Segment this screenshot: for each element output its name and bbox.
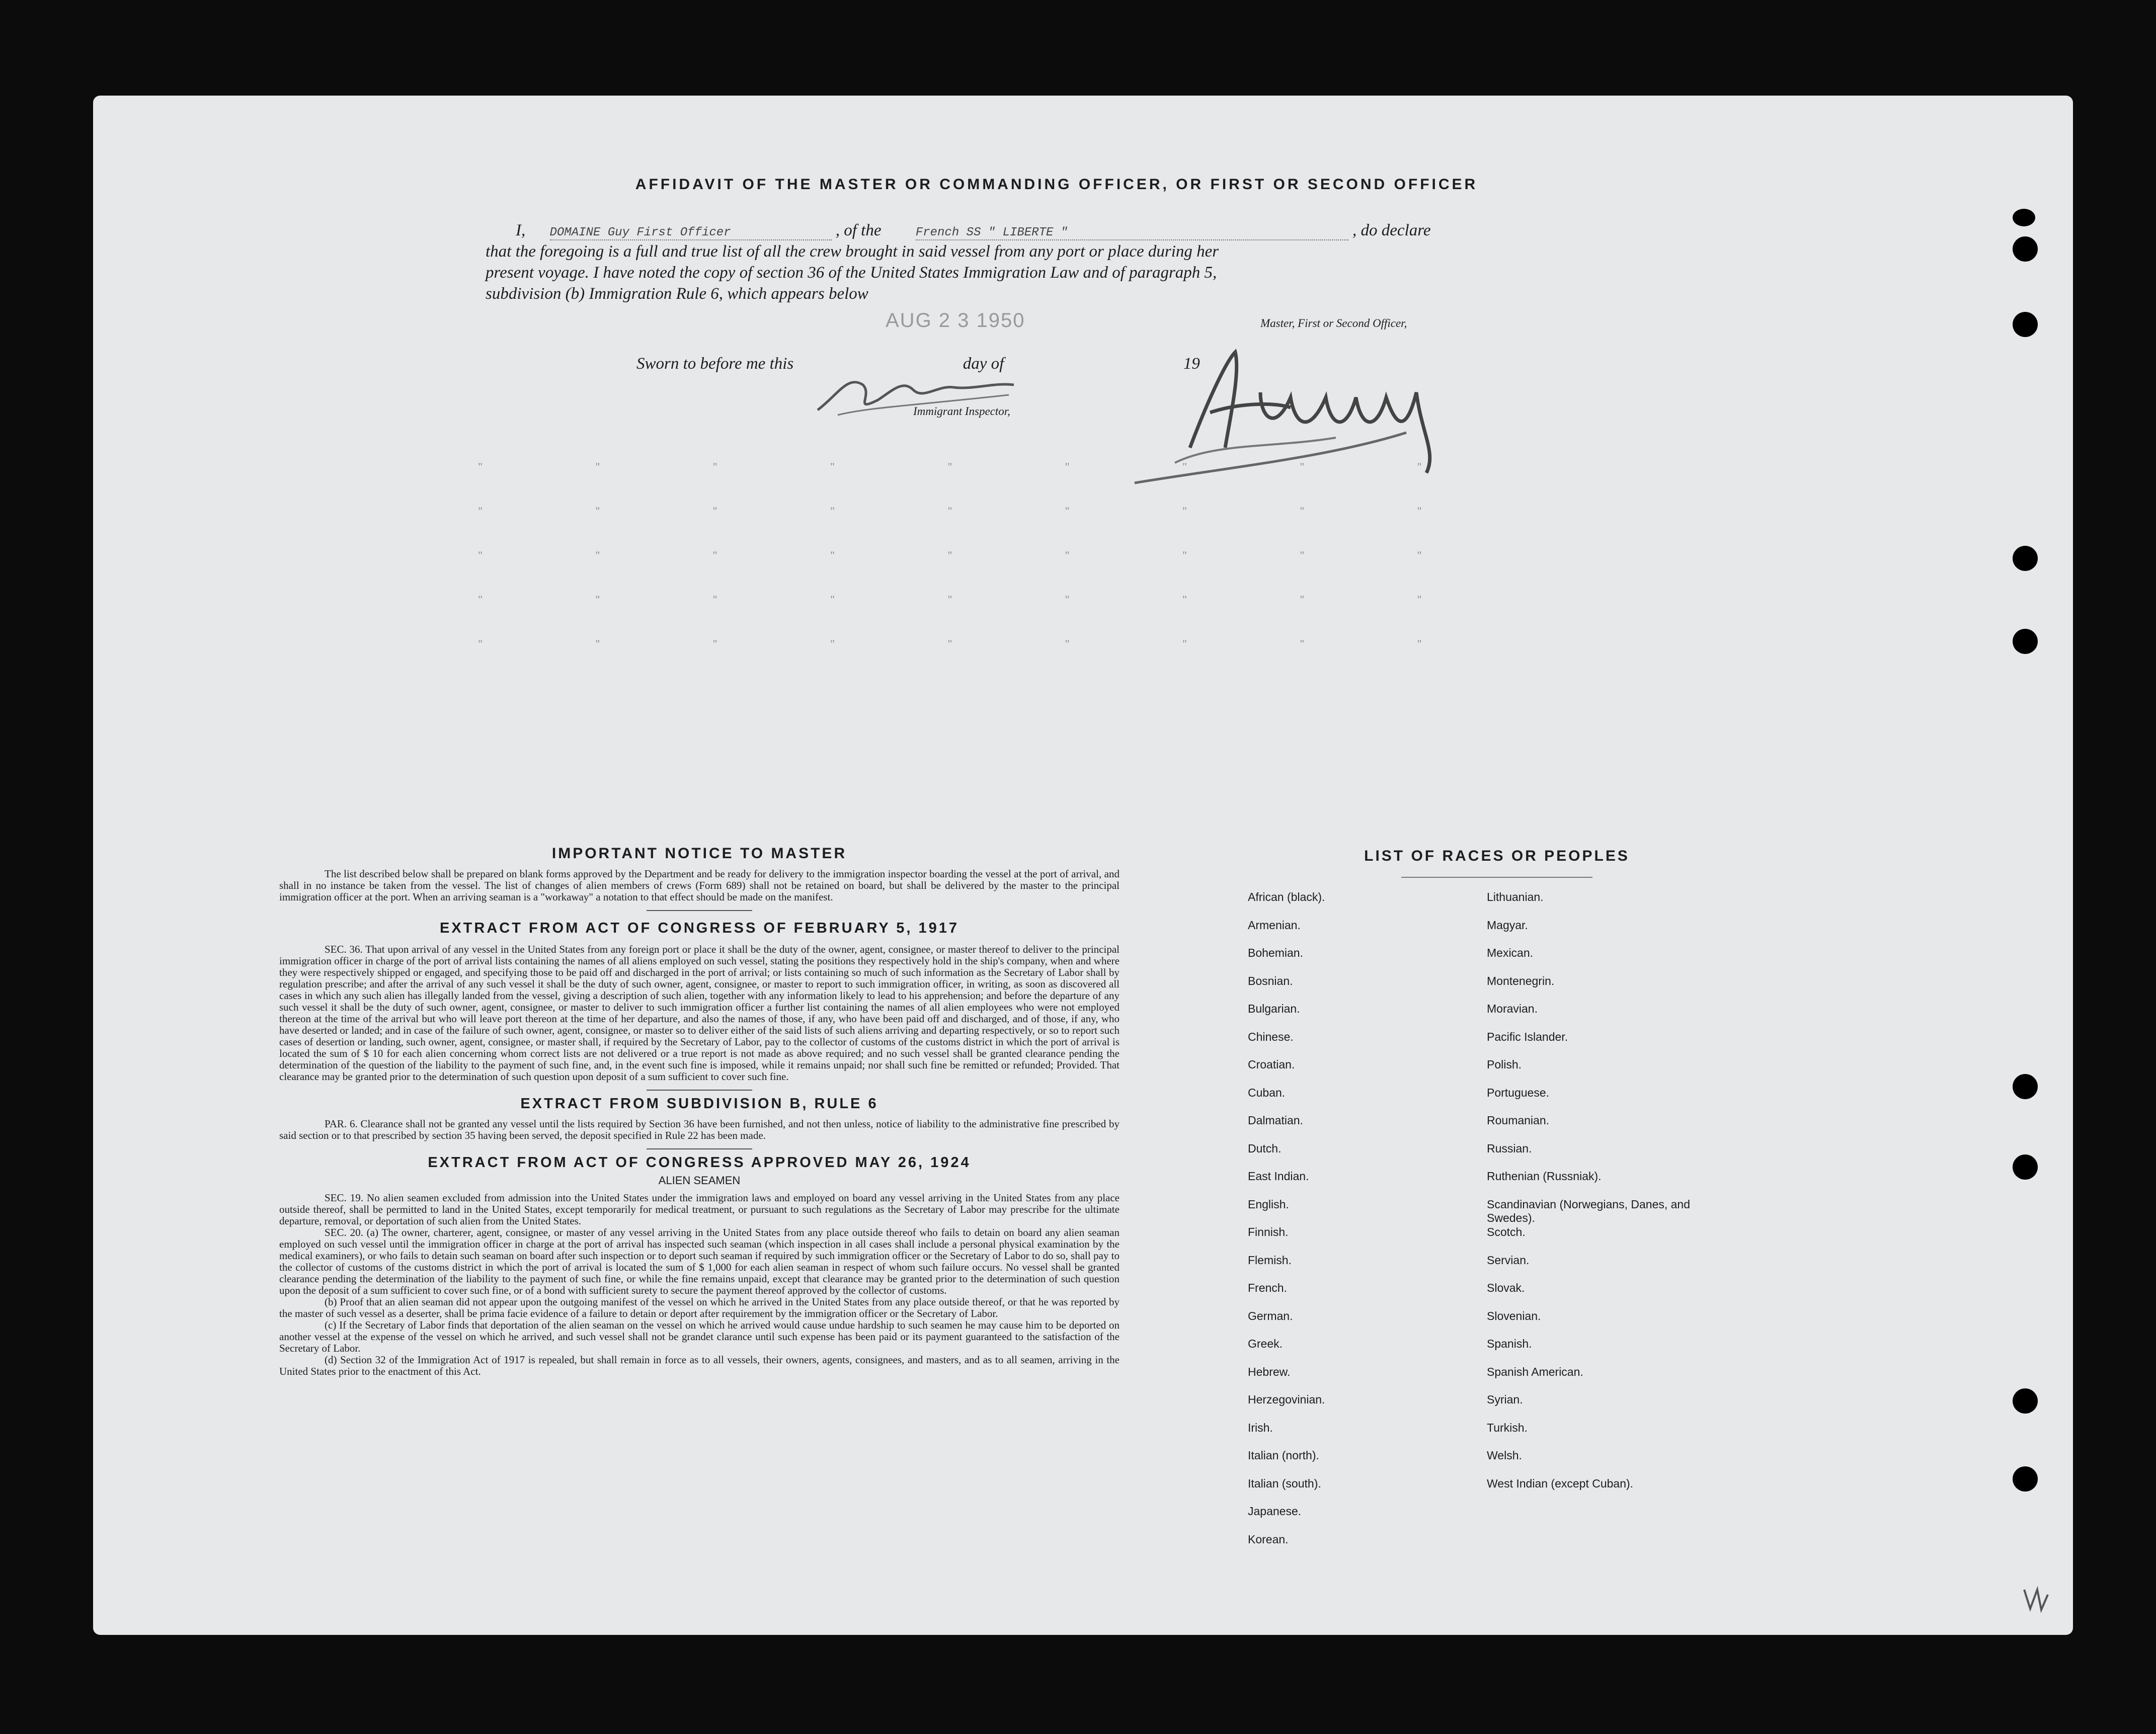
affidavit-line-1 bbox=[516, 221, 1547, 240]
binder-hole bbox=[2013, 629, 2038, 654]
ditto-mark: " bbox=[712, 593, 717, 606]
ditto-mark: " bbox=[595, 549, 600, 561]
ditto-mark: " bbox=[830, 637, 835, 650]
ditto-mark: " bbox=[595, 593, 600, 606]
ditto-mark: " bbox=[1417, 593, 1422, 606]
race-item: Mexican. bbox=[1487, 946, 1534, 959]
ditto-mark: " bbox=[712, 460, 717, 473]
race-item: Hebrew. bbox=[1248, 1365, 1291, 1378]
ditto-mark: " bbox=[947, 505, 952, 517]
race-item: German. bbox=[1248, 1309, 1293, 1323]
extract-1917-title: EXTRACT FROM ACT OF CONGRESS OF FEBRUARY 5, 1917 bbox=[439, 920, 960, 936]
officer-name: DOMAINE Guy First Officer bbox=[550, 226, 832, 240]
race-item: Greek. bbox=[1248, 1337, 1283, 1350]
ditto-mark: " bbox=[595, 505, 600, 517]
notice-column bbox=[279, 845, 1120, 1377]
ditto-mark: " bbox=[712, 637, 717, 650]
ditto-mark: " bbox=[947, 549, 952, 561]
binder-hole bbox=[2013, 1388, 2038, 1414]
ditto-mark: " bbox=[1065, 549, 1070, 561]
ditto-mark: " bbox=[478, 505, 483, 517]
ditto-mark: " bbox=[1417, 549, 1422, 561]
race-item: African (black). bbox=[1248, 890, 1325, 903]
binder-hole bbox=[2013, 1466, 2038, 1492]
ditto-mark: " bbox=[1300, 460, 1305, 473]
race-item: Polish. bbox=[1487, 1058, 1522, 1071]
race-item: French. bbox=[1248, 1281, 1287, 1294]
binder-hole bbox=[2013, 236, 2038, 262]
ditto-mark: " bbox=[1065, 593, 1070, 606]
sec-20-b: (b) Proof that an alien seaman did not appear upon the outgoing manifest of the vessel on which he arrived in the United States from any place outside thereof, or that he was reported by the master of such vessel as a deserter, shall be prima facie evidence of a failure to detain or deport after requirement by the immigration officer or the Secretary of Labor. bbox=[279, 1296, 1120, 1319]
ditto-mark: " bbox=[1065, 637, 1070, 650]
ditto-mark: " bbox=[1182, 549, 1187, 561]
ditto-mark: " bbox=[1300, 637, 1305, 650]
race-item: West Indian (except Cuban). bbox=[1487, 1476, 1634, 1490]
ditto-mark: " bbox=[830, 505, 835, 517]
race-item: Portuguese. bbox=[1487, 1086, 1550, 1099]
race-item: Dutch. bbox=[1248, 1141, 1282, 1155]
ditto-mark: " bbox=[1182, 593, 1187, 606]
affidavit-line-4: subdivision (b) Immigration Rule 6, which appears below bbox=[486, 285, 868, 303]
race-item: Turkish. bbox=[1487, 1421, 1528, 1434]
race-item: Servian. bbox=[1487, 1253, 1530, 1267]
race-item: Japanese. bbox=[1248, 1505, 1302, 1518]
ditto-mark: " bbox=[478, 593, 483, 606]
ditto-mark: " bbox=[712, 505, 717, 517]
affidavit-line-2: that the foregoing is a full and true list of all the crew brought in said vessel from any port or place during her bbox=[486, 242, 1219, 261]
race-item: Montenegrin. bbox=[1487, 974, 1555, 987]
binder-hole bbox=[2013, 209, 2035, 226]
ditto-mark: " bbox=[478, 460, 483, 473]
race-item: Welsh. bbox=[1487, 1449, 1522, 1462]
sec-20-c: (c) If the Secretary of Labor finds that deportation of the alien seaman on the vessel on which he arrived would cause undue hardship to such seamen he may cause him to be deported on another vessel at the expense of the vessel on which he arrived, and such vessel shall not be grandet clarance until such expense has been paid or its payment guaranteed to the satisfaction of the Secretary of Labor. bbox=[279, 1319, 1120, 1354]
race-item: Finnish. bbox=[1248, 1225, 1289, 1238]
race-item: Slovak. bbox=[1487, 1281, 1525, 1294]
race-item: Lithuanian. bbox=[1487, 890, 1544, 903]
race-item: Herzegovinian. bbox=[1248, 1393, 1325, 1406]
race-item: Roumanian. bbox=[1487, 1114, 1550, 1127]
ditto-mark: " bbox=[830, 593, 835, 606]
race-item: Bosnian. bbox=[1248, 974, 1293, 987]
ditto-mark: " bbox=[1065, 505, 1070, 517]
ditto-mark: " bbox=[1065, 460, 1070, 473]
ditto-mark: " bbox=[1182, 505, 1187, 517]
notice-title: IMPORTANT NOTICE TO MASTER bbox=[551, 845, 847, 862]
affidavit-line-3: present voyage. I have noted the copy of section 36 of the United States Immigration Law and of paragraph 5, bbox=[486, 264, 1217, 282]
race-item: Slovenian. bbox=[1487, 1309, 1541, 1323]
binder-hole bbox=[2013, 312, 2038, 337]
ditto-mark: " bbox=[1417, 637, 1422, 650]
affidavit-of-the: , of the bbox=[835, 221, 882, 239]
ditto-mark: " bbox=[1182, 460, 1187, 473]
race-item: Magyar. bbox=[1487, 918, 1528, 932]
race-item: Bohemian. bbox=[1248, 946, 1303, 959]
sworn-text: Sworn to before me this bbox=[636, 355, 794, 373]
race-item: Italian (north). bbox=[1248, 1449, 1319, 1462]
inspector-caption: Immigrant Inspector, bbox=[913, 405, 1010, 418]
ditto-mark: " bbox=[1300, 505, 1305, 517]
binder-hole bbox=[2013, 1074, 2038, 1099]
race-item: East Indian. bbox=[1248, 1170, 1309, 1183]
affidavit-title: AFFIDAVIT OF THE MASTER OR COMMANDING OFFICER, OR FIRST OR SECOND OFFICER bbox=[635, 176, 1478, 193]
race-item: Armenian. bbox=[1248, 918, 1301, 932]
affidavit-declare: , do declare bbox=[1352, 221, 1431, 239]
race-item: Flemish. bbox=[1248, 1253, 1292, 1267]
alien-seamen-subtitle: ALIEN SEAMEN bbox=[658, 1174, 741, 1187]
extract-1924-title: EXTRACT FROM ACT OF CONGRESS APPROVED MAY 26, 1924 bbox=[428, 1154, 971, 1171]
ditto-mark: " bbox=[595, 637, 600, 650]
race-item: Spanish. bbox=[1487, 1337, 1532, 1350]
sec-19: SEC. 19. No alien seamen excluded from admission into the United States under the immigration laws and employed on board any vessel arriving in the United States from any place outside thereof, shall be permitted to land in the United States, except temporarily for medical treatment, or pursuant to such regulations as the Secretary of Labor may prescribe for the ultimate departure, removal, or deportation of such alien from the United States. bbox=[279, 1192, 1120, 1227]
ditto-mark: " bbox=[830, 460, 835, 473]
races-right-list bbox=[1487, 890, 1708, 1505]
race-item: Korean. bbox=[1248, 1532, 1289, 1546]
sec-20-d: (d) Section 32 of the Immigration Act of 1917 is repealed, but shall remain in force as to all vessels, their owners, agents, consignees, and masters, and as to all seamen, arriving in the United States prior to the enactment of this Act. bbox=[279, 1354, 1120, 1377]
ditto-mark: " bbox=[1182, 637, 1187, 650]
race-item: Italian (south). bbox=[1248, 1476, 1321, 1490]
race-item: Bulgarian. bbox=[1248, 1002, 1300, 1015]
ditto-mark: " bbox=[1300, 593, 1305, 606]
race-item: Russian. bbox=[1487, 1141, 1532, 1155]
race-item: Dalmatian. bbox=[1248, 1114, 1303, 1127]
extract-1917-body: SEC. 36. That upon arrival of any vessel in the United States from any foreign port or place it shall be the duty of the owner, agent, consignee, or master thereof to deliver to the principal immigration officer in charge of the port of arrival lists containing the names of all aliens employed on such vessel, stating the positions they respectively hold in the ship's company, when and where they were respectively shipped or engaged, and specifying those to be paid off and discharged in the port of arrival; or lists containing so much of such information as the Secretary of Labor shall by regulation prescribe; and after the arrival of any such vessel it shall be the duty of such owner, agent, consignee, or master to report to such immigration officer, in writing, as soon as discovered all cases in which any such alien has illegally landed from the vessel, giving a description of such alien, together with any information likely to lead to his apprehension; and before the departure of any such vessel it shall be the duty of such owner, agent, consignee, or master to deliver to such immigration officer a further list containing the names of all alien employees who were not employed thereon at the time of the arrival but who will leave port thereon at the time of her departure, and also the names of those, if any, who have been paid off and discharged, and of those, if any, who have deserted or landed; and in case of the failure of such owner, agent, consignee, or master so to deliver either of the said lists of such aliens arriving and departing respectively, or so to report such cases of desertion or landing, such owner, agent, consignee, or master shall, if required by the Secretary of Labor, pay to the collector of customs of the customs district in which the port of arrival is located the sum of $ 10 for each alien concerning whom correct lists are not delivered or a true report is not made as above required; and no such vessel shall be granted clearance pending the determination of the question of the liability to the payment of such fine, and, in the event such fine is imposed, while it remains unpaid; nor shall such fine be remitted or refunded; Provided. That clearance may be granted prior to the determination of such question upon deposit of a sum sufficient to cover such fine. bbox=[279, 943, 1120, 1083]
races-left-list bbox=[1248, 890, 1459, 1560]
ditto-mark: " bbox=[830, 549, 835, 561]
ditto-mark: " bbox=[1417, 460, 1422, 473]
binder-hole bbox=[2013, 546, 2038, 571]
notice-body: The list described below shall be prepared on blank forms approved by the Department and be ready for delivery to the immigration inspector boarding the vessel at the port of arrival, and shall in no instance be taken from the vessel. The list of changes of alien members of crews (Form 689) shall not be retained on board, but shall be delivered by the master to the principal immigration officer at the port. When an arriving seaman is a "workaway" a notation to that effect should be made on the manifest. bbox=[279, 868, 1120, 903]
race-item: Syrian. bbox=[1487, 1393, 1523, 1406]
ditto-mark: " bbox=[478, 549, 483, 561]
ditto-mark: " bbox=[595, 460, 600, 473]
race-item: Scotch. bbox=[1487, 1225, 1526, 1238]
extract-rule6-body: PAR. 6. Clearance shall not be granted any vessel until the lists required by Section 36 have been furnished, and not then unless, notice of liability to the administrative fine prescribed by said section or to that prescribed by section 35 having been served, the deposit specified in Rule 22 has been made. bbox=[279, 1118, 1120, 1141]
page-mark bbox=[2020, 1585, 2050, 1615]
race-item: Ruthenian (Russniak). bbox=[1487, 1170, 1602, 1183]
ditto-mark: " bbox=[947, 637, 952, 650]
vessel-name: French SS " LIBERTE " bbox=[916, 226, 1348, 240]
race-item: Scandinavian (Norwegians, Danes, and Swedes). bbox=[1487, 1197, 1691, 1224]
race-item: Moravian. bbox=[1487, 1002, 1538, 1015]
races-title: LIST OF RACES OR PEOPLES bbox=[1364, 848, 1630, 864]
ditto-mark: " bbox=[1417, 505, 1422, 517]
binder-hole bbox=[2013, 1154, 2038, 1180]
sec-20-a: SEC. 20. (a) The owner, charterer, agent, consignee, or master of any vessel arriving in the United States from any place outside thereof who fails to detain on board any alien seaman employed on such vessel until the immigration officer in charge at the port of arrival has inspected such seaman (which inspection in all cases shall include a personal physical examination by the medical examiners), or who fails to detain such seaman on board after such inspection or to deport such seaman if required by such immigration officer or the Secretary of Labor to do so, shall pay to the collector of customs of the customs district in which the port of arrival is located the sum of $ 1,000 for each alien seaman in respect of whom such failure occurs. No vessel shall be granted clearance pending the determination of the liability to the payment of such fine, or while the fine remains unpaid, except that clearance may be granted prior to the determination of such question upon the deposit of a sum sufficient to cover such fine, or of a bond with sufficient surety to secure the payment thereof approved by the collector of customs. bbox=[279, 1226, 1120, 1296]
ditto-mark: " bbox=[478, 637, 483, 650]
race-item: Cuban. bbox=[1248, 1086, 1286, 1099]
ditto-mark: " bbox=[1300, 549, 1305, 561]
ditto-mark: " bbox=[947, 593, 952, 606]
affidavit-i: I, bbox=[516, 221, 526, 239]
race-item: Pacific Islander. bbox=[1487, 1030, 1568, 1043]
day-of-text: day of bbox=[963, 355, 1004, 373]
year-text: 19 bbox=[1183, 355, 1200, 373]
date-stamp: AUG 2 3 1950 bbox=[886, 309, 1025, 332]
race-item: English. bbox=[1248, 1197, 1289, 1211]
race-item: Spanish American. bbox=[1487, 1365, 1583, 1378]
race-item: Croatian. bbox=[1248, 1058, 1295, 1071]
inspector-signature bbox=[808, 365, 1019, 420]
officer-caption: Master, First or Second Officer, bbox=[1260, 317, 1407, 329]
extract-rule6-title: EXTRACT FROM SUBDIVISION B, RULE 6 bbox=[520, 1096, 879, 1112]
ditto-mark: " bbox=[712, 549, 717, 561]
race-item: Chinese. bbox=[1248, 1030, 1294, 1043]
race-item: Irish. bbox=[1248, 1421, 1273, 1434]
ditto-mark: " bbox=[947, 460, 952, 473]
manifest-sheet bbox=[93, 96, 2073, 1635]
